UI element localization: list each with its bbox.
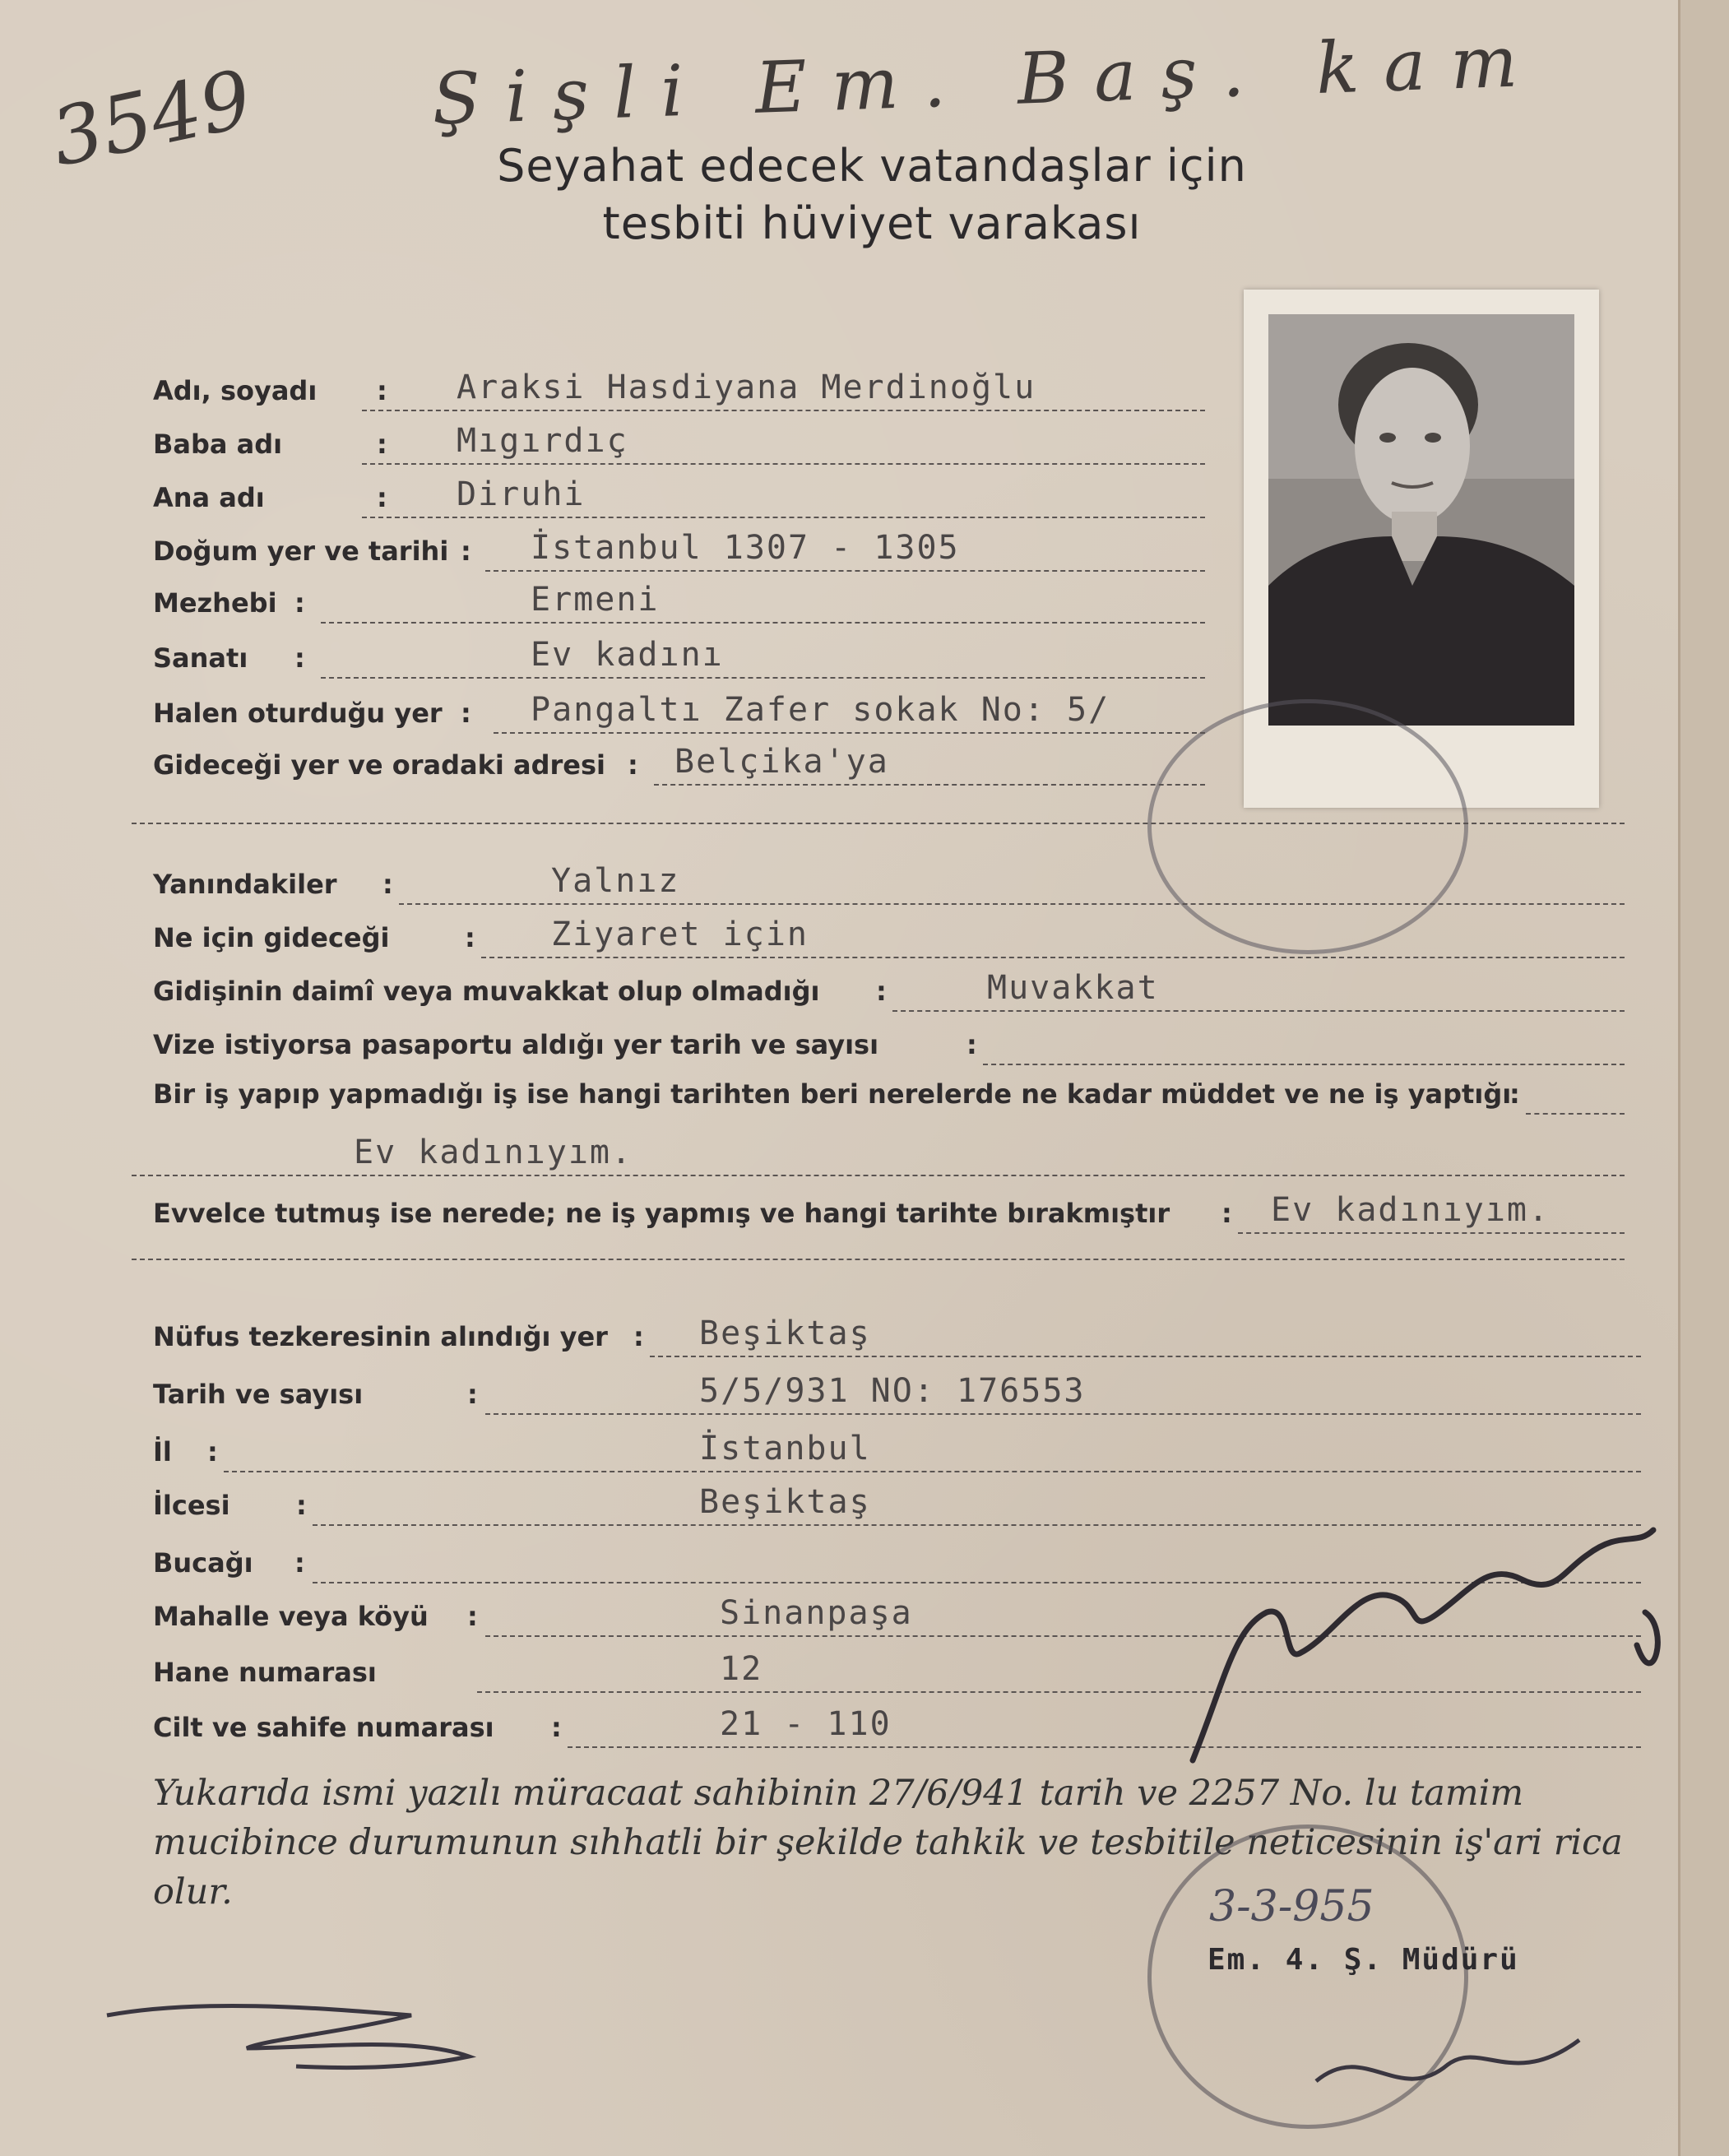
underlying-document-edge xyxy=(1678,0,1729,2156)
field-separator: : xyxy=(551,1712,562,1743)
field-value: 12 xyxy=(720,1650,763,1688)
field-dotted-line xyxy=(321,677,1205,679)
field-value: Beşiktaş xyxy=(699,1314,871,1352)
field-separator: : xyxy=(628,749,638,781)
field-separator: : xyxy=(294,642,305,674)
field-value: Ev kadını xyxy=(531,636,724,674)
field-value: Mıgırdıç xyxy=(457,422,628,460)
field-value: Yalnız xyxy=(551,862,680,900)
field-separator: : xyxy=(633,1321,644,1352)
field-separator: : xyxy=(467,1601,478,1632)
field-label: Tarih ve sayısı xyxy=(153,1379,364,1410)
field-label: Ana adı xyxy=(153,482,265,513)
field-value: Araksi Hasdiyana Merdinoğlu xyxy=(457,369,1036,406)
field-separator: : xyxy=(377,429,387,460)
field-label: Ne için gideceği xyxy=(153,922,390,953)
field-label: Baba adı xyxy=(153,429,283,460)
field-dotted-line xyxy=(485,570,1205,572)
field-label: Adı, soyadı xyxy=(153,375,318,406)
stamp-date: 3-3-955 xyxy=(1209,1882,1374,1931)
field-label: Sanatı xyxy=(153,642,248,674)
field-value: Belçika'ya xyxy=(674,743,889,781)
field-separator: : xyxy=(377,482,387,513)
field-separator: : xyxy=(1221,1198,1232,1229)
field-label: Doğum yer ve tarihi xyxy=(153,536,449,567)
blank-dotted-line xyxy=(132,823,1625,824)
field-dotted-line xyxy=(650,1356,1641,1357)
field-label: Hane numarası xyxy=(153,1657,377,1688)
portrait-photo xyxy=(1268,314,1574,726)
field-value: 5/5/931 NO: 176553 xyxy=(699,1372,1086,1410)
applicant-signature xyxy=(1176,1514,1686,1777)
field-value: 21 - 110 xyxy=(720,1705,892,1743)
field-separator: : xyxy=(461,536,471,567)
field-separator: : xyxy=(207,1436,218,1467)
request-paragraph: Yukarıda ismi yazılı müracaat sahibinin 27/6/941 tarih ve 2257 No. lu tamim mucibince durumunun sıhhatli bir şekilde tahkik ve tesbitile neticesinin iş'ari rica olur. xyxy=(153,1773,1623,1913)
field-value: Beşiktaş xyxy=(699,1483,871,1521)
field-label: Bir iş yapıp yapmadığı iş ise hangi tarihten beri nerelerde ne kadar müddet ve ne iş yaptığı xyxy=(153,1078,1512,1110)
field-value: Sinanpaşa xyxy=(720,1594,913,1632)
field-label: Cilt ve sahife numarası xyxy=(153,1712,494,1743)
field-separator: : xyxy=(467,1379,478,1410)
field-separator: : xyxy=(461,698,471,729)
field-dotted-line xyxy=(892,1010,1625,1012)
field-label: Evvelce tutmuş ise nerede; ne iş yapmış ve hangi tarihte bırakmıştır xyxy=(153,1198,1170,1229)
field-label: Bucağı xyxy=(153,1547,253,1579)
field-dotted-line xyxy=(224,1471,1641,1472)
field-dotted-line xyxy=(485,1413,1641,1415)
field-label: Vize istiyorsa pasaportu aldığı yer tarih ve sayısı xyxy=(153,1029,879,1060)
handwritten-header-note: Şişli Em. Baş. kam xyxy=(430,20,1544,141)
field-value: İstanbul 1307 - 1305 xyxy=(531,529,960,567)
field-separator: : xyxy=(296,1490,307,1521)
official-signature xyxy=(99,1991,494,2081)
field-dotted-line xyxy=(362,463,1205,465)
field-value: Ermeni xyxy=(531,581,660,619)
field-label: Mezhebi xyxy=(153,587,277,619)
field-value: Ev kadınıyım. xyxy=(1271,1191,1551,1229)
official-stamp-upper xyxy=(1147,699,1468,954)
field-dotted-line xyxy=(654,784,1205,786)
field-label: İl xyxy=(153,1436,172,1467)
field-separator: : xyxy=(294,1547,305,1579)
field-value: Ev kadınıyım. xyxy=(354,1134,633,1171)
field-value: Pangaltı Zafer sokak No: 5/ xyxy=(531,691,1110,729)
field-separator: : xyxy=(294,587,305,619)
file-number: 3549 xyxy=(44,52,260,185)
field-dotted-line xyxy=(481,957,1625,958)
field-dotted-line xyxy=(132,1175,1625,1176)
field-label: Gidişinin daimî veya muvakkat olup olmadığı xyxy=(153,976,820,1007)
field-value: Muvakkat xyxy=(987,969,1159,1007)
field-dotted-line xyxy=(1238,1232,1625,1234)
field-dotted-line xyxy=(362,517,1205,518)
field-value: Diruhi xyxy=(457,475,586,513)
field-label: Mahalle veya köyü xyxy=(153,1601,429,1632)
stamp-signature xyxy=(1300,2007,1596,2122)
field-dotted-line xyxy=(399,903,1625,905)
field-separator: : xyxy=(876,976,887,1007)
field-dotted-line xyxy=(1526,1113,1625,1115)
field-dotted-line xyxy=(494,732,1205,734)
field-dotted-line xyxy=(983,1064,1625,1065)
field-separator: : xyxy=(465,922,475,953)
field-label: Nüfus tezkeresinin alındığı yer xyxy=(153,1321,608,1352)
field-dotted-line xyxy=(321,622,1205,624)
field-label: Gideceği yer ve oradaki adresi xyxy=(153,749,605,781)
field-separator: : xyxy=(382,869,393,900)
field-value: Ziyaret için xyxy=(551,916,809,953)
office-title: Em. 4. Ş. Müdürü xyxy=(1208,1943,1519,1977)
field-label: Halen oturduğu yer xyxy=(153,698,443,729)
form-title-line1: Seyahat edecek vatandaşlar için xyxy=(497,140,1247,192)
form-title-line2: tesbiti hüviyet varakası xyxy=(602,197,1142,249)
field-value: İstanbul xyxy=(699,1430,871,1467)
field-separator: : xyxy=(966,1029,977,1060)
field-separator: : xyxy=(377,375,387,406)
field-dotted-line xyxy=(362,410,1205,411)
blank-dotted-line xyxy=(132,1259,1625,1260)
field-label: İlcesi xyxy=(153,1490,230,1521)
field-label: Yanındakiler xyxy=(153,869,337,900)
field-separator: : xyxy=(1509,1078,1520,1110)
